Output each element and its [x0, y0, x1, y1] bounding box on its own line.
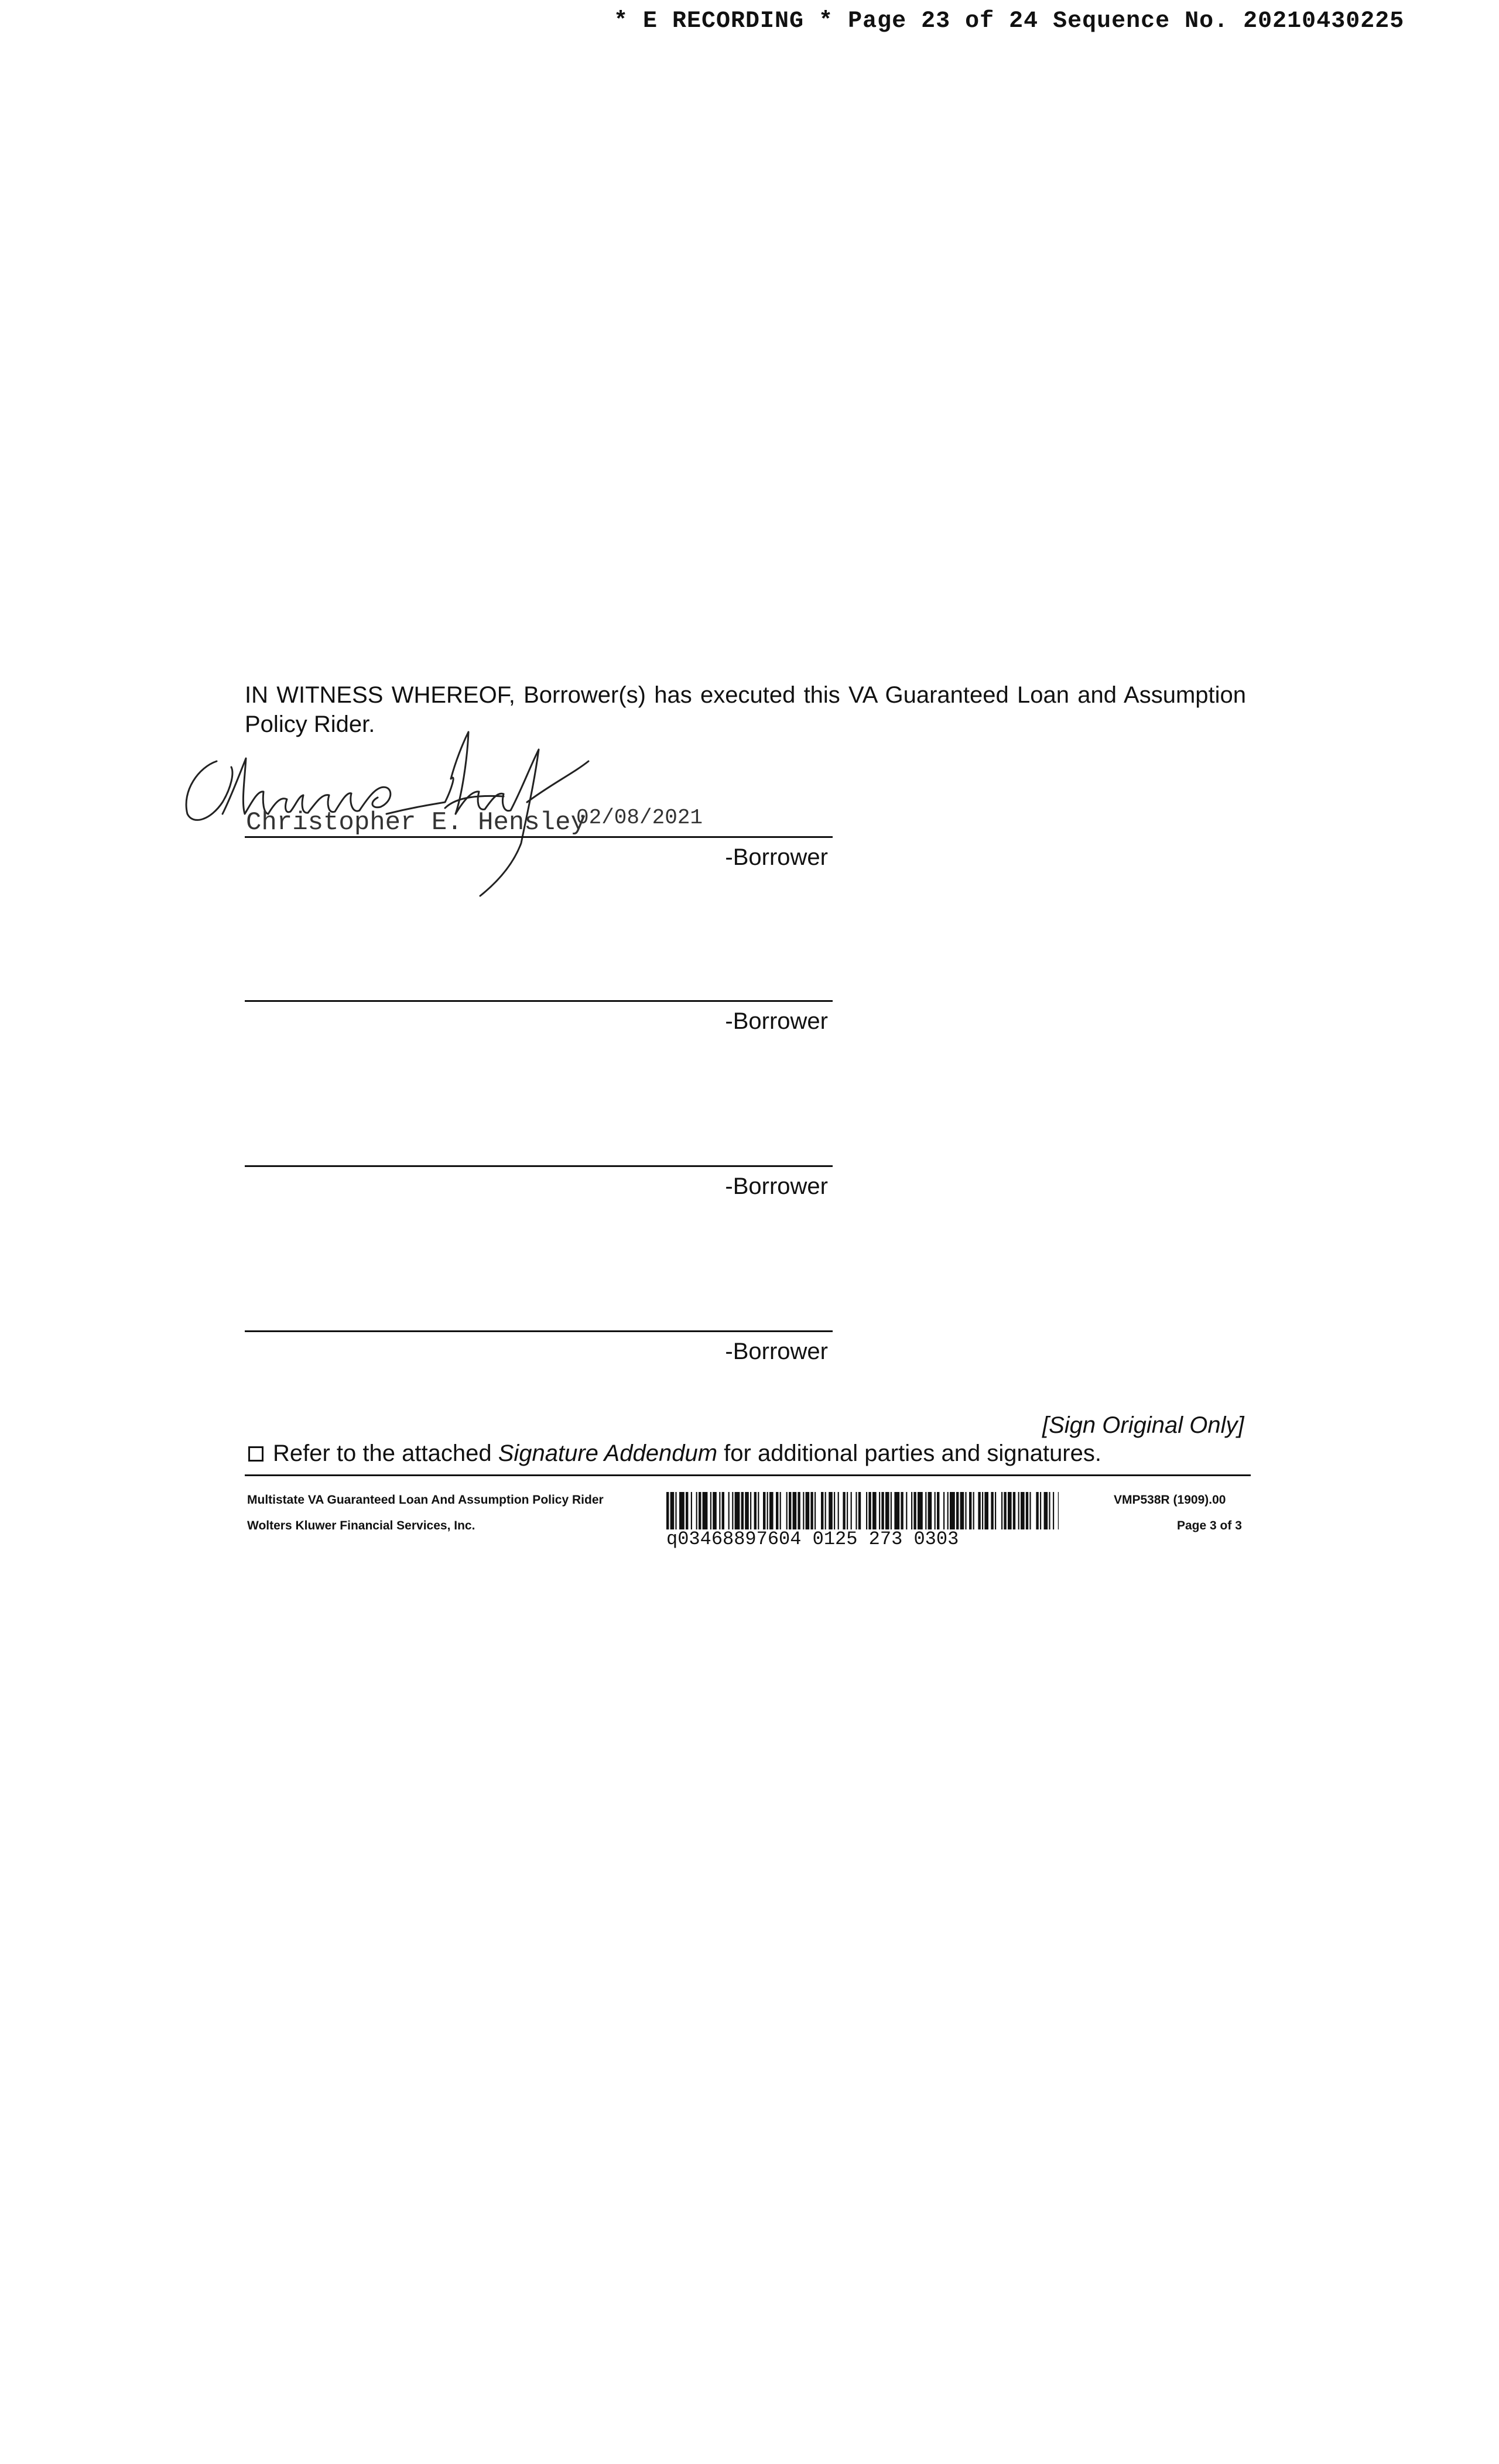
barcode-bar: [868, 1492, 871, 1529]
barcode-bar: [758, 1492, 759, 1529]
barcode-bar: [1013, 1492, 1015, 1529]
barcode-bar: [991, 1492, 993, 1529]
barcode-bar: [767, 1492, 768, 1529]
barcode-bar: [769, 1492, 774, 1529]
barcode-bar: [943, 1492, 944, 1529]
barcode-bar: [829, 1492, 833, 1529]
barcode-bar: [722, 1492, 724, 1529]
barcode-bar: [780, 1492, 781, 1529]
barcode-bar: [866, 1492, 867, 1529]
signature-block-4: [245, 1330, 833, 1377]
barcode-bar: [825, 1492, 826, 1529]
barcode-bar: [851, 1492, 852, 1529]
barcode-bar: [754, 1492, 757, 1529]
barcode-bar: [666, 1492, 669, 1529]
barcode-bar: [710, 1492, 711, 1529]
barcode-bar: [834, 1492, 835, 1529]
borrower-label: -Borrower: [725, 844, 828, 870]
barcode-bar: [675, 1492, 676, 1529]
signing-date: 02/08/2021: [576, 806, 703, 830]
barcode-bar: [894, 1492, 899, 1529]
barcode-bar: [1001, 1492, 1002, 1529]
addendum-checkbox[interactable]: [248, 1446, 263, 1462]
barcode-bar: [719, 1492, 720, 1529]
barcode-bar: [984, 1492, 988, 1529]
barcode-bar: [1008, 1492, 1012, 1529]
form-code: VMP538R (1909).00: [1114, 1493, 1226, 1507]
barcode-bar: [699, 1492, 701, 1529]
barcode-bar: [803, 1492, 804, 1529]
signature-block-3: [245, 1165, 833, 1212]
barcode-bar: [847, 1492, 848, 1529]
barcode-bar: [950, 1492, 955, 1529]
barcode-bar: [806, 1492, 810, 1529]
barcode-bar: [1021, 1492, 1025, 1529]
barcode-bar: [947, 1492, 949, 1529]
barcode-number: q03468897604 0125 273 0303: [666, 1528, 959, 1550]
barcode-bar: [879, 1492, 880, 1529]
barcode-bar: [703, 1492, 708, 1529]
barcode-bar: [1036, 1492, 1038, 1529]
barcode-bar: [855, 1492, 857, 1529]
barcode-bar: [973, 1492, 974, 1529]
barcode-bar: [789, 1492, 791, 1529]
barcode-bar: [918, 1492, 923, 1529]
barcode-bar: [937, 1492, 939, 1529]
barcode-bar: [995, 1492, 996, 1529]
barcode-bar: [691, 1492, 692, 1529]
barcode-bar: [969, 1492, 971, 1529]
barcode-bar: [786, 1492, 788, 1529]
barcode-bar: [679, 1492, 685, 1529]
barcode-bar: [1044, 1492, 1048, 1529]
barcode-bar: [1058, 1492, 1059, 1529]
barcode-bar: [728, 1492, 730, 1529]
barcode-bar: [732, 1492, 733, 1529]
barcode-bar: [821, 1492, 823, 1529]
signature-line: [245, 836, 833, 838]
witness-statement: IN WITNESS WHEREOF, Borrower(s) has executed this VA Guaranteed Loan and Assumption Policy Rider.: [245, 682, 1246, 737]
barcode-bar: [798, 1492, 800, 1529]
barcode-bar: [810, 1492, 813, 1529]
signature-line: [245, 1165, 833, 1167]
barcode-bar: [965, 1492, 966, 1529]
borrower-label: -Borrower: [725, 1339, 828, 1364]
barcode-bar: [978, 1492, 980, 1529]
typed-borrower-name: Christopher E. Hensley: [246, 808, 586, 837]
barcode-bar: [913, 1492, 916, 1529]
barcode-bar: [891, 1492, 892, 1529]
barcode-bar: [838, 1492, 839, 1529]
sign-original-note: [Sign Original Only]: [1042, 1412, 1244, 1438]
barcode-bar: [750, 1492, 751, 1529]
barcode-bar: [814, 1492, 816, 1529]
barcode-bar: [935, 1492, 936, 1529]
document-barcode: [666, 1492, 1059, 1529]
barcode-bar: [793, 1492, 797, 1529]
barcode-bar: [763, 1492, 765, 1529]
barcode-bar: [735, 1492, 740, 1529]
barcode-bar: [858, 1492, 861, 1529]
barcode-bar: [686, 1492, 688, 1529]
page-number: Page 3 of 3: [1177, 1519, 1242, 1532]
barcode-bar: [1004, 1492, 1006, 1529]
addendum-text-prefix: Refer to the attached: [273, 1440, 498, 1466]
signature-block-1: [245, 806, 833, 883]
publisher-name: Wolters Kluwer Financial Services, Inc.: [247, 1519, 475, 1532]
barcode-bar: [956, 1492, 959, 1529]
barcode-bar: [776, 1492, 778, 1529]
barcode-bar: [925, 1492, 926, 1529]
addendum-text-emphasis: Signature Addendum: [498, 1440, 718, 1466]
barcode-bar: [745, 1492, 749, 1529]
barcode-bar: [713, 1492, 717, 1529]
borrower-label: -Borrower: [725, 1173, 828, 1199]
signature-line: [245, 1330, 833, 1332]
barcode-bar: [906, 1492, 907, 1529]
barcode-bar: [1026, 1492, 1028, 1529]
barcode-bar: [1053, 1492, 1054, 1529]
barcode-bar: [881, 1492, 884, 1529]
barcode-bar: [911, 1492, 912, 1529]
footer-divider: [245, 1474, 1251, 1476]
recording-header: * E RECORDING * Page 23 of 24 Sequence No. 20210430225: [614, 8, 1405, 35]
barcode-bar: [1029, 1492, 1031, 1529]
barcode-bar: [885, 1492, 889, 1529]
barcode-bar: [960, 1492, 964, 1529]
signature-line: [245, 1000, 833, 1002]
barcode-bar: [901, 1492, 903, 1529]
barcode-bar: [872, 1492, 877, 1529]
barcode-bar: [843, 1492, 845, 1529]
addendum-text-suffix: for additional parties and signatures.: [717, 1440, 1101, 1466]
barcode-bar: [1040, 1492, 1041, 1529]
signature-addendum-row: [248, 1440, 1101, 1467]
barcode-bar: [670, 1492, 675, 1529]
borrower-label: -Borrower: [725, 1008, 828, 1034]
barcode-bar: [696, 1492, 697, 1529]
barcode-bar: [928, 1492, 932, 1529]
barcode-bar: [741, 1492, 744, 1529]
barcode-bar: [1018, 1492, 1019, 1529]
signature-block-2: [245, 1000, 833, 1047]
barcode-bar: [1049, 1492, 1050, 1529]
form-title: Multistate VA Guaranteed Loan And Assumption Policy Rider: [247, 1493, 604, 1507]
barcode-bar: [982, 1492, 983, 1529]
